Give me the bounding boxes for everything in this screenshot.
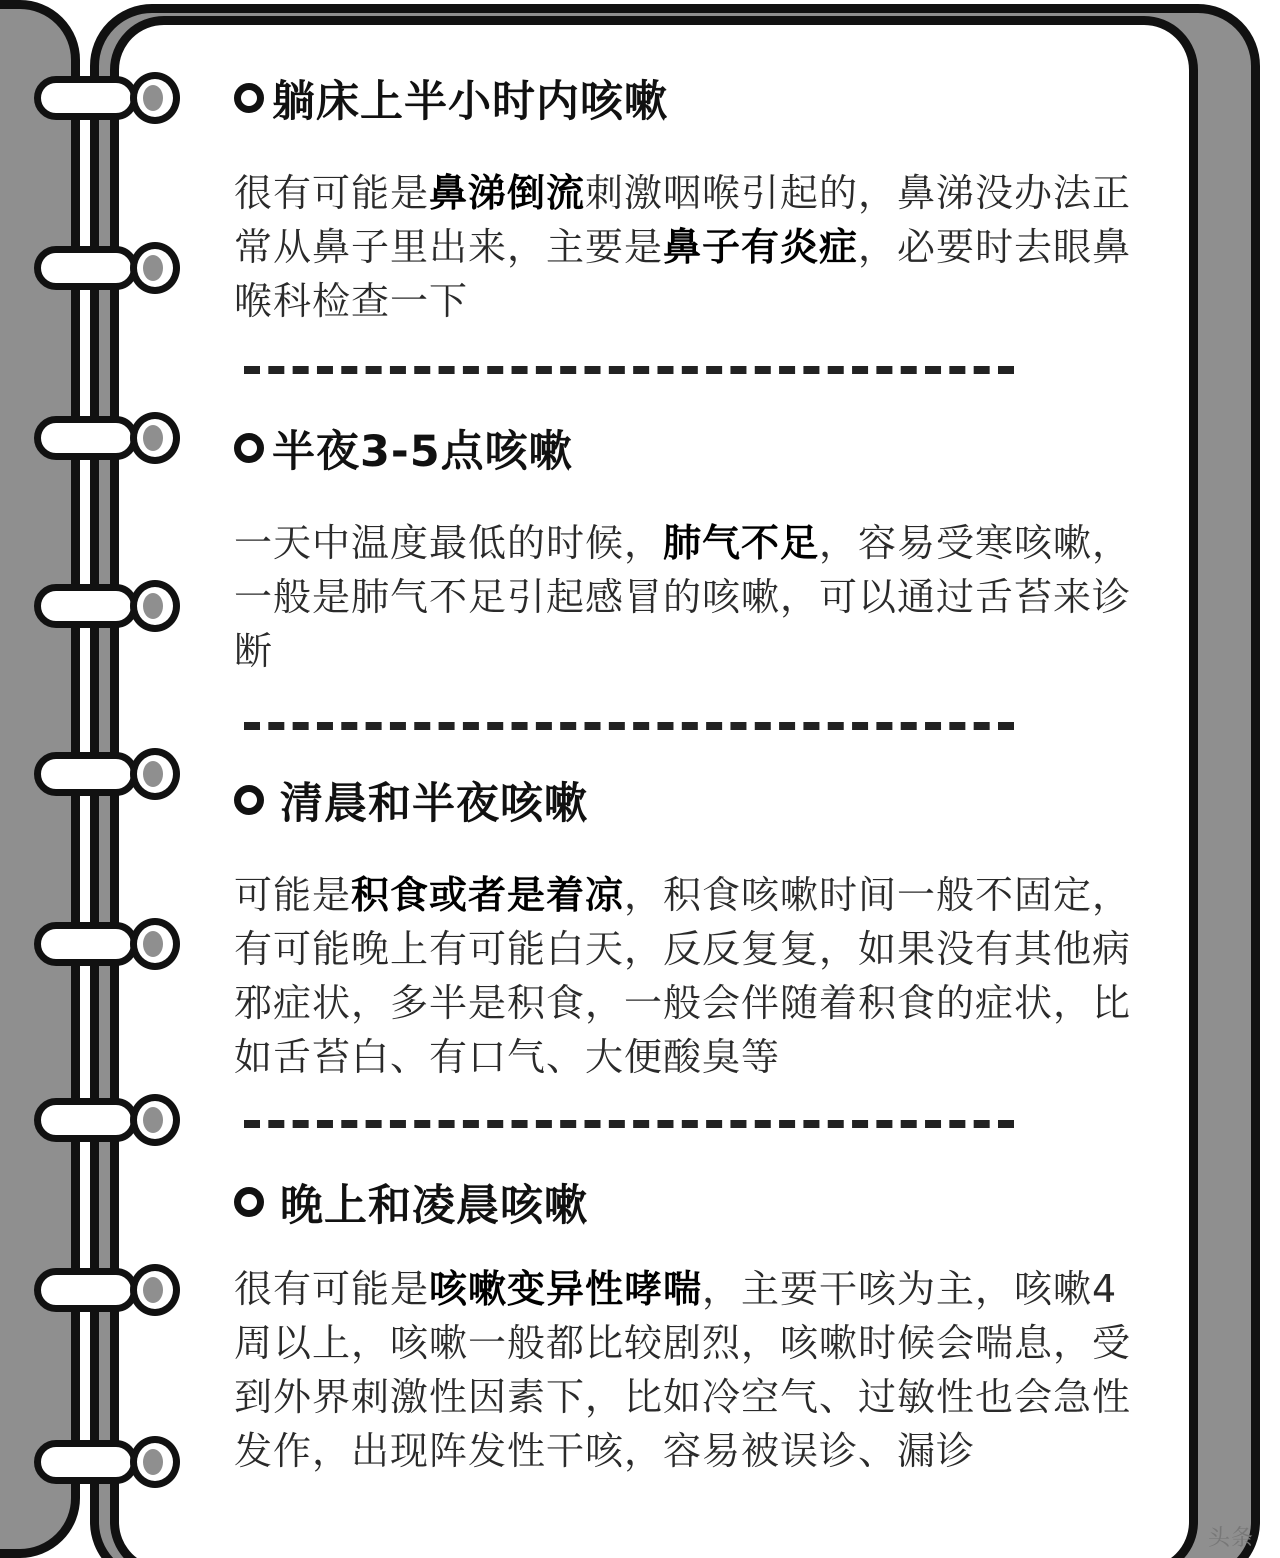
body-text: 可能是: [234, 873, 352, 917]
circle-bullet-icon: [234, 1187, 264, 1217]
body-text: 一天中温度最低的时候，: [234, 521, 664, 565]
body-text: 很有可能是: [234, 171, 430, 215]
section-body: [234, 166, 1134, 328]
section-title: 躺床上半小时内咳嗽: [272, 76, 668, 127]
section-3: [234, 770, 1134, 1084]
section-2: [234, 418, 1134, 678]
binder-ring-icon: [34, 76, 160, 120]
dashed-divider: [244, 1120, 1014, 1128]
section-heading: [234, 418, 1134, 478]
section-body: [234, 516, 1134, 678]
binder-ring-icon: [34, 1098, 160, 1142]
section-title: 清晨和半夜咳嗽: [280, 778, 588, 829]
binder-ring-icon: [34, 246, 160, 290]
section-1: [234, 68, 1134, 328]
highlighted-text: 咳嗽变异性哮喘: [429, 1267, 703, 1311]
highlighted-text: 鼻子有炎症: [663, 225, 859, 269]
highlighted-text: 鼻涕倒流: [429, 171, 586, 215]
section-title: 晚上和凌晨咳嗽: [280, 1180, 588, 1231]
section-heading: [234, 68, 1134, 128]
body-text: 刺激咽喉引起的，鼻涕没办法正常从鼻子里出来，主要是: [234, 171, 1132, 269]
binder-ring-icon: [34, 1268, 160, 1312]
circle-bullet-icon: [234, 433, 264, 463]
binder-ring-icon: [34, 1440, 160, 1484]
section-title: 半夜3-5点咳嗽: [272, 426, 573, 477]
circle-bullet-icon: [234, 785, 264, 815]
section-heading: [234, 770, 1134, 830]
section-body: [234, 868, 1134, 1084]
body-text: ，容易受寒咳嗽，一般是肺气不足引起感冒的咳嗽，可以通过舌苔来诊断: [234, 521, 1132, 673]
binder-ring-icon: [34, 584, 160, 628]
body-text: ，主要干咳为主，咳嗽4周以上，咳嗽一般都比较剧烈，咳嗽时候会喘息，受到外界刺激性因素下，比如冷空气、过敏性也会急性发作，出现阵发性干咳，容易被误诊、漏诊: [234, 1267, 1132, 1473]
section-4: [234, 1172, 1134, 1478]
watermark: 头条: [1207, 1526, 1254, 1551]
highlighted-text: 积食或者是着凉: [351, 873, 625, 917]
section-body: [234, 1262, 1134, 1478]
binder-ring-icon: [34, 416, 160, 460]
body-text: 很有可能是: [234, 1267, 430, 1311]
dashed-divider: [244, 722, 1014, 730]
circle-bullet-icon: [234, 83, 264, 113]
highlighted-text: 肺气不足: [663, 521, 820, 565]
binder-ring-icon: [34, 922, 160, 966]
dashed-divider: [244, 366, 1014, 374]
body-text: ，必要时去眼鼻喉科检查一下: [234, 225, 1132, 323]
section-heading: [234, 1172, 1134, 1232]
binder-ring-icon: [34, 752, 160, 796]
body-text: ，积食咳嗽时间一般不固定，有可能晚上有可能白天，反反复复，如果没有其他病邪症状，多半是积食，一般会伴随着积食的症状，比如舌苔白、有口气、大便酸臭等: [234, 873, 1132, 1079]
